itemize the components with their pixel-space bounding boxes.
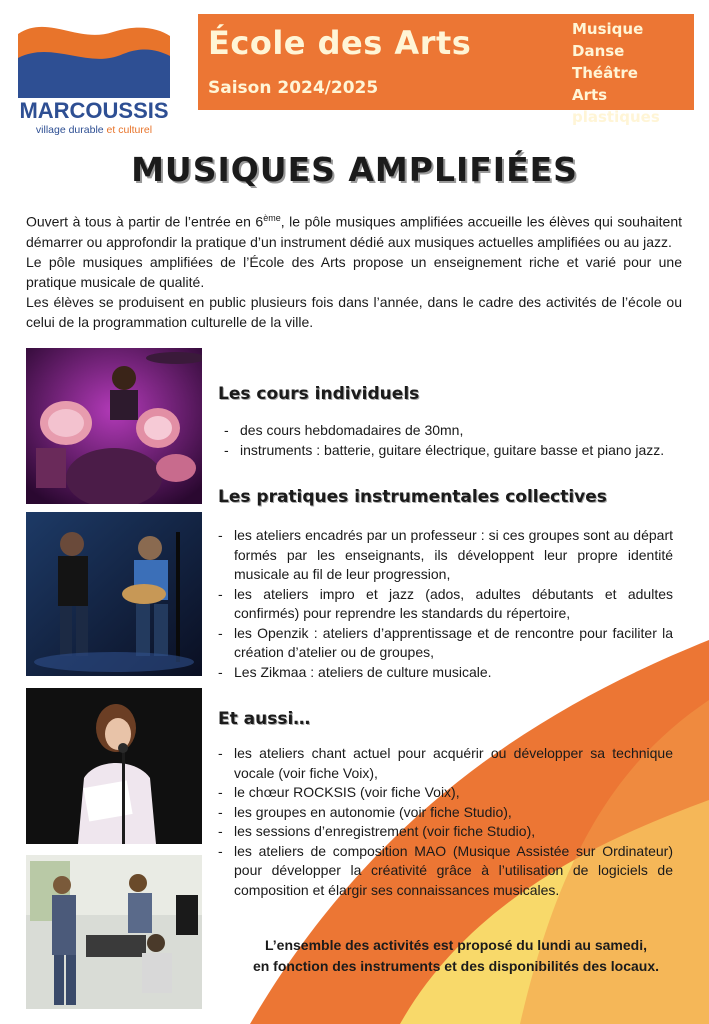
logo-tagline-main: village durable (35, 124, 104, 136)
list-item: - Les Zikmaa : ateliers de culture musicale. (218, 663, 673, 683)
list-item: - les Openzik : ateliers d’apprentissage et de rencontre pour faciliter la création d’atelier ou de groupes, (218, 624, 673, 663)
list-item: - les ateliers impro et jazz (ados, adultes débutants et adultes confirmés) pour reprendre les standards du répertoire, (218, 585, 673, 624)
discipline-item: Théâtre (572, 64, 638, 82)
list-item: - instruments : batterie, guitare électrique, guitare basse et piano jazz. (224, 441, 684, 461)
singer-photo (26, 688, 202, 844)
collective-practices-list (218, 526, 673, 682)
intro-text (26, 208, 682, 332)
also-list (218, 744, 673, 900)
list-item: - les ateliers de composition MAO (Musique Assistée sur Ordinateur) pour développer la créativité grâce à l’utilisation de logiciels de composition et élargir ses connaissances musicales. (218, 842, 673, 901)
logo-tagline-accent: et culturel (106, 124, 153, 136)
section-title-also: Et aussi… (218, 709, 311, 729)
intro-p1-end: , le pôle musiques amplifiées accueille les élèves qui souhaitent démarrer ou approfondir la pratique d’un instrument dédié aux musiques actuelles amplifiées ou au jazz. (26, 213, 682, 250)
intro-p1-superscript: ème (263, 213, 281, 223)
list-item: - le chœur ROCKSIS (voir fiche Voix), (218, 783, 673, 803)
section-title-collective: Les pratiques instrumentales collectives (218, 487, 607, 507)
list-item: - les sessions d’enregistrement (voir fiche Studio), (218, 822, 673, 842)
banner-title: École des Arts (208, 24, 472, 62)
intro-paragraph-2: Le pôle musiques amplifiées de l’École des Arts propose un enseignement riche et varié pour une pratique musicale de qualité. (26, 253, 682, 290)
page-title: MUSIQUES AMPLIFIÉES (131, 150, 578, 189)
intro-paragraph-1 (26, 208, 682, 252)
header-banner (198, 14, 694, 126)
discipline-item: Musique (572, 20, 644, 38)
individual-courses-list (224, 421, 684, 460)
guitarists-photo (26, 512, 202, 676)
list-item: - les ateliers encadrés par un professeur : si ces groupes sont au départ formés par les enseignants, ils développent leur propre identité musicale au fil de leur progression, (218, 526, 673, 585)
logo-tagline (18, 124, 170, 136)
drummer-photo (26, 348, 202, 504)
marcoussis-logo (18, 14, 170, 142)
list-item: - des cours hebdomadaires de 30mn, (224, 421, 684, 441)
discipline-item: Danse (572, 42, 625, 60)
studio-photo (26, 855, 202, 1009)
intro-paragraph-3: Les élèves se produisent en public plusieurs fois dans l’année, dans le cadre des activités de l’école ou celui de la programmation culturelle de la ville. (26, 293, 682, 330)
banner-season: Saison 2024/2025 (208, 78, 379, 98)
disciplines-list (572, 18, 694, 128)
closing-note (206, 935, 706, 977)
closing-line-1: L’ensemble des activités est proposé du lundi au samedi, (264, 937, 647, 953)
list-item: - les groupes en autonomie (voir fiche Studio), (218, 803, 673, 823)
section-title-individual: Les cours individuels (218, 384, 420, 404)
discipline-item: Arts plastiques (572, 86, 660, 126)
closing-line-2: en fonction des instruments et des disponibilités des locaux. (252, 958, 660, 974)
intro-p1-start: Ouvert à tous à partir de l’entrée en 6 (26, 213, 264, 230)
logo-wordmark: MARCOUSSIS (19, 98, 169, 123)
list-item: - les ateliers chant actuel pour acquérir ou développer sa technique vocale (voir fiche Voix), (218, 744, 673, 783)
